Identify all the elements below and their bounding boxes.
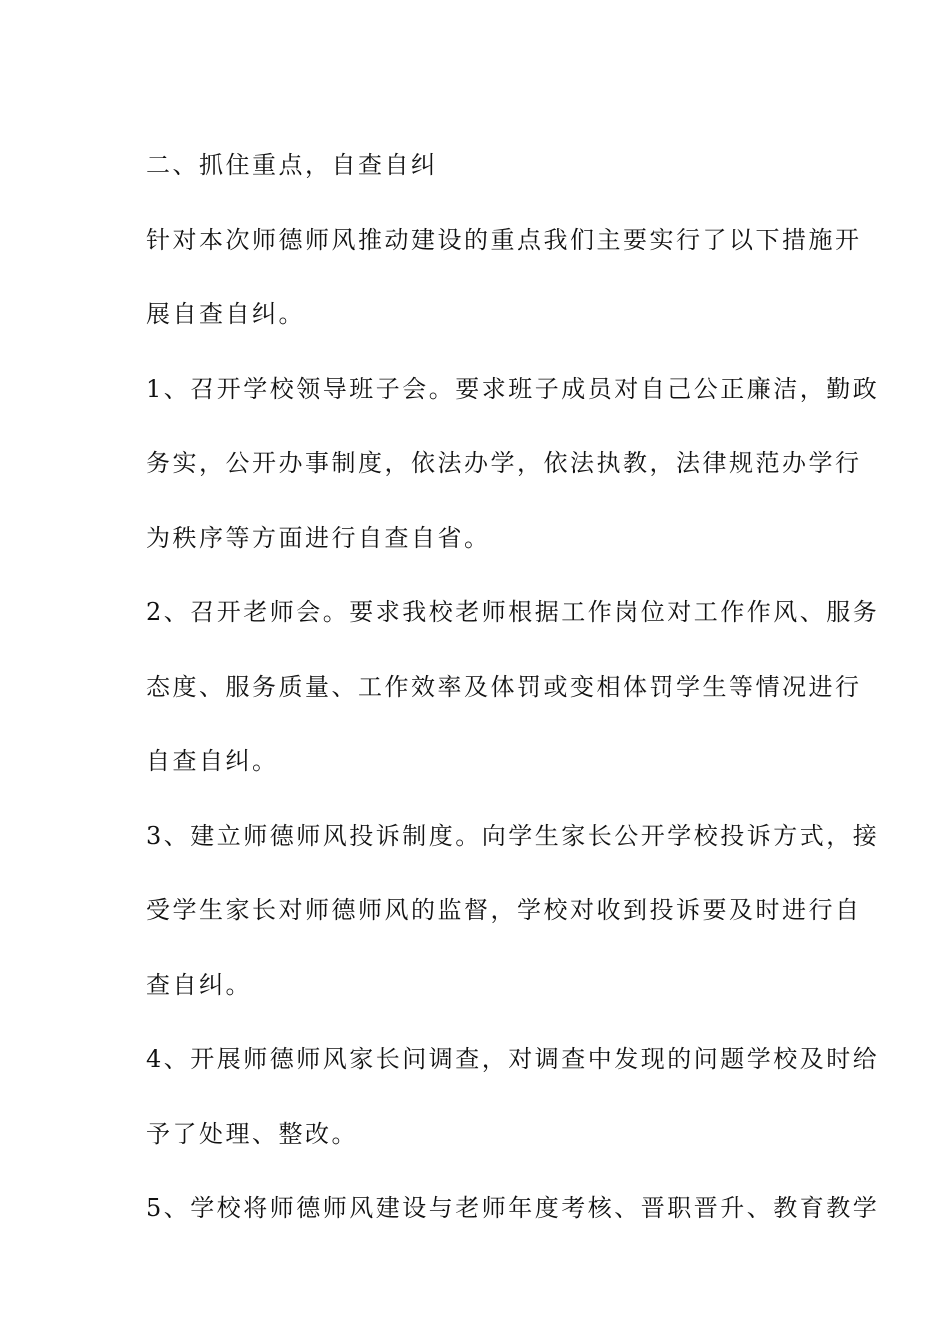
list-item-1-line: 为秩序等方面进行自查自省。: [146, 523, 491, 552]
text-line: 针对本次师德师风推动建设的重点我们主要实行了以下措施开: [146, 225, 862, 254]
list-item-2-line: 2、召开老师会。要求我校老师根据工作岗位对工作作风、服务: [146, 598, 880, 626]
document-body: [146, 128, 880, 1246]
list-item-1-line: 务实，公开办事制度，依法办学，依法执教，法律规范办学行: [146, 449, 862, 477]
list-item-2-line: 自查自纠。: [146, 747, 279, 775]
text-line: 展自查自纠。: [146, 300, 305, 328]
list-item-4-line: 予了处理、整改。: [146, 1119, 358, 1148]
list-item-1-line: 1、召开学校领导班子会。要求班子成员对自己公正廉洁，勤政: [146, 374, 880, 403]
list-item-4-line: 4、开展师德师风家长问调查，对调查中发现的问题学校及时给: [146, 1045, 880, 1073]
section-heading: 二、抓住重点，自查自纠: [146, 151, 438, 179]
list-item-3-line: 3、建立师德师风投诉制度。向学生家长公开学校投诉方式，接: [146, 821, 880, 850]
list-item-3-line: 查自纠。: [146, 970, 252, 999]
list-item-5-line: 5、学校将师德师风建设与老师年度考核、晋职晋升、教育教学: [146, 1194, 880, 1222]
list-item-3-line: 受学生家长对师德师风的监督，学校对收到投诉要及时进行自: [146, 896, 862, 924]
list-item-2-line: 态度、服务质量、工作效率及体罚或变相体罚学生等情况进行: [146, 672, 862, 701]
